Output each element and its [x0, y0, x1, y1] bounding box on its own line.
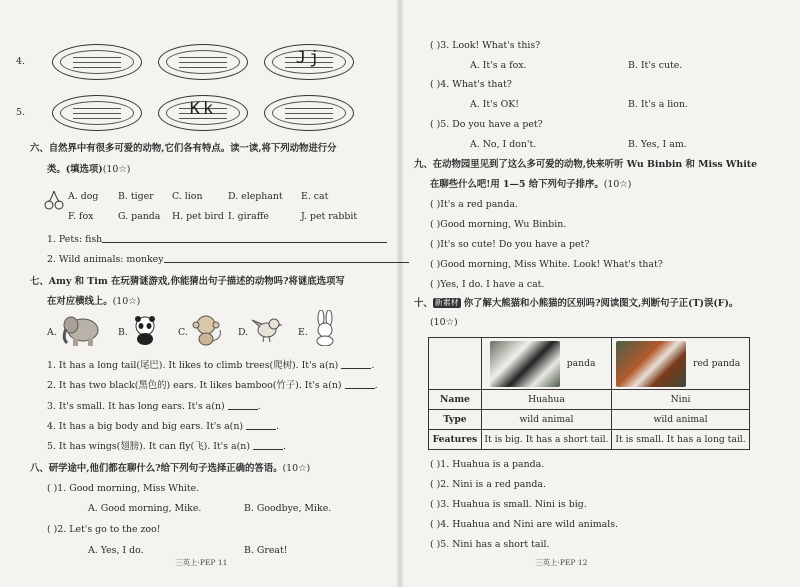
sec6-q2-answer-line[interactable]: [164, 262, 409, 263]
sec8-q5: ( )5. Do you have a pet?: [430, 119, 543, 130]
red-panda-label: red panda: [692, 358, 741, 369]
sec6-q1-answer-line[interactable]: [102, 242, 387, 243]
sec6-title-line2: 类。(填选项): [47, 164, 103, 175]
sec9-line-1: ( )It's a red panda.: [430, 199, 518, 210]
sec10-score: (10☆): [430, 317, 458, 328]
plate-5a: [52, 95, 142, 131]
sec10-prefix: 十、: [414, 298, 433, 309]
sec9-line-2: ( )Good morning, Wu Binbin.: [430, 219, 567, 230]
cherry-icon: [44, 189, 64, 214]
red-panda-photo: [616, 341, 686, 387]
sec10-statement-4: ( )4. Huahua and Nini are wild animals.: [430, 519, 618, 530]
table-corner-cell: [429, 338, 482, 390]
sec6-q2: 2. Wild animals: monkey: [47, 254, 409, 265]
sec6-option-0: A. dog: [68, 191, 99, 202]
sec10-statement-3: ( )3. Huahua is small. Nini is big.: [430, 499, 587, 510]
right-page: [400, 0, 800, 587]
sec7-q1: 1. It has a long tail(尾巴). It likes to climb trees(爬树). It's a(n) .: [47, 360, 375, 371]
sec7-pic-label-e: E.: [298, 327, 308, 338]
sec7-pic-label-d: D.: [238, 327, 249, 338]
right-page-footer: 三英上·PEP 12: [535, 558, 588, 567]
left-page-footer: 三英上·PEP 11: [175, 558, 228, 567]
sec6-option-6: G. panda: [118, 211, 161, 222]
sec9-line-5: ( )Yes, I do. I have a cat.: [430, 279, 545, 290]
table-row: Type wild animal wild animal: [429, 410, 750, 430]
sec10-statement-2: ( )2. Nini is a red panda.: [430, 479, 547, 490]
sec7-q4-answer-line[interactable]: [246, 429, 276, 430]
sec6-option-4: E. cat: [301, 191, 329, 202]
panda-icon: [130, 314, 160, 349]
sec6-title-line1: 六、自然界中有很多可爱的动物,它们各有特点。读一读,将下列动物进行分: [30, 143, 337, 154]
sec7-q2: 2. It has two black(黑色的) ears. It likes bamboo(竹子). It's a(n) .: [47, 380, 378, 391]
sec9-line-3: ( )It's so cute! Do you have a pet?: [430, 239, 590, 250]
sec6-option-9: J. pet rabbit: [301, 211, 358, 222]
sec6-option-1: B. tiger: [118, 191, 154, 202]
sec10-title: 你了解大熊猫和小熊猫的区别吗?阅读图文,判断句子正(T)误(F)。: [463, 298, 739, 309]
sec6-option-5: F. fox: [68, 211, 94, 222]
sec8-q5-option-b: B. Yes, I am.: [628, 139, 687, 150]
new-material-badge: 新素材: [434, 298, 459, 307]
plate-5c: [264, 95, 354, 131]
bird-icon: [250, 314, 284, 347]
sec6-q1: 1. Pets: fish: [47, 234, 387, 245]
sec9-score: (10☆): [603, 179, 632, 190]
elephant-icon: [59, 312, 105, 351]
rabbit-icon: [310, 310, 340, 349]
sec7-q4: 4. It has a big body and big ears. It's a(n) .: [47, 421, 280, 432]
sec8-q4-option-b: B. It's a lion.: [628, 99, 688, 110]
sec8-q1-option-b: B. Goodbye, Mike.: [244, 503, 332, 514]
monkey-icon: [190, 314, 224, 349]
sec6-option-3: D. elephant: [228, 191, 283, 202]
sec8-q3: ( )3. Look! What's this?: [430, 40, 541, 51]
sec7-score: (10☆): [112, 296, 141, 307]
sec8-q4-option-a: A. It's OK!: [470, 99, 520, 110]
sec7-q2-answer-line[interactable]: [345, 388, 375, 389]
sec7-pic-label-a: A.: [47, 327, 57, 338]
sec10-statement-5: ( )5. Nini has a short tail.: [430, 539, 550, 550]
sec8-q2-option-b: B. Great!: [244, 545, 288, 556]
sec7-q3-answer-line[interactable]: [228, 409, 258, 410]
sec7-pic-label-c: C.: [178, 327, 188, 338]
table-header-red-panda: [612, 338, 750, 390]
sec9-line-4: ( )Good morning, Miss White. Look! What's that?: [430, 259, 663, 270]
sec6-option-8: I. giraffe: [228, 211, 269, 222]
sec8-q3-option-b: B. It's cute.: [628, 60, 683, 71]
giant-panda-photo: [490, 341, 560, 387]
sec8-q2-option-a: A. Yes, I do.: [88, 545, 144, 556]
plate-5b-letters: Kk: [189, 99, 217, 119]
sec8-q1: ( )1. Good morning, Miss White.: [47, 483, 200, 494]
sec10-statement-1: ( )1. Huahua is a panda.: [430, 459, 545, 470]
sec7-title-line2: 在对应横线上。: [47, 296, 113, 307]
sec8-title: 八、研学途中,他们都在聊什么?给下列句子选择正确的答语。: [30, 463, 283, 474]
sec7-q1-answer-line[interactable]: [341, 368, 371, 369]
plate-4c: [264, 44, 354, 80]
sec9-title-line1: 九、在动物园里见到了这么多可爱的动物,快来听听 Wu Binbin 和 Miss White: [414, 159, 758, 170]
sec7-q5: 5. It has wings(翅膀). It can fly(飞). It's a(n) .: [47, 441, 286, 452]
sec6-score: (10☆): [102, 164, 131, 175]
plate-4b: [158, 44, 248, 80]
table-header-panda: [481, 338, 611, 390]
sec6-option-7: H. pet bird: [172, 211, 224, 222]
sec8-q2: ( )2. Let's go to the zoo!: [47, 524, 161, 535]
table-row: Features It is big. It has a short tail. It is small. It has a long tail.: [429, 430, 750, 450]
plate-row-4-number: 4.: [16, 56, 25, 67]
panda-label: panda: [566, 358, 596, 369]
sec7-q3: 3. It's small. It has long ears. It's a(n) .: [47, 401, 261, 412]
sec8-q1-option-a: A. Good morning, Mike.: [88, 503, 202, 514]
sec8-score: (10☆): [282, 463, 311, 474]
sec8-q4: ( )4. What's that?: [430, 79, 512, 90]
sec8-q5-option-a: A. No, I don't.: [470, 139, 537, 150]
panda-comparison-table: [428, 337, 750, 450]
sec7-pic-label-b: B.: [118, 327, 128, 338]
sec7-title-line1: 七、Amy 和 Tim 在玩猜谜游戏,你能猜出句子描述的动物吗?将谜底选项写: [30, 276, 345, 287]
plate-4c-letters: Jj: [295, 48, 323, 68]
sec7-q5-answer-line[interactable]: [253, 449, 283, 450]
plate-4a: [52, 44, 142, 80]
sec8-q3-option-a: A. It's a fox.: [470, 60, 527, 71]
sec9-title-line2: 在聊些什么吧!用 1—5 给下列句子排序。: [430, 179, 604, 190]
sec6-option-2: C. lion: [172, 191, 203, 202]
plate-row-5-number: 5.: [16, 107, 25, 118]
plate-5b: [158, 95, 248, 131]
table-row: Name Huahua Nini: [429, 390, 750, 410]
